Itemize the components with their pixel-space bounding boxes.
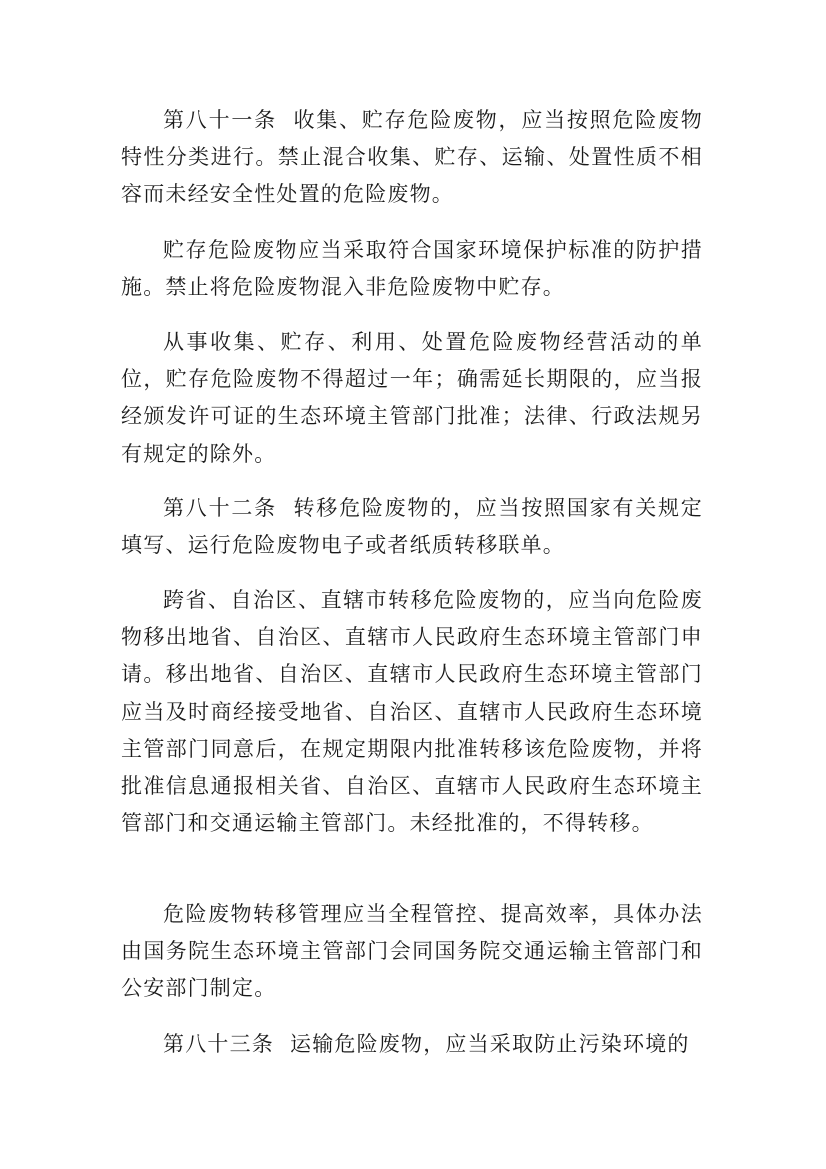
- paragraph-storage-measures: [121, 232, 703, 306]
- paragraph-article-82: [121, 490, 703, 564]
- article-number: 第八十二条: [163, 496, 277, 520]
- paragraph-text: 从事收集、贮存、利用、处置危险废物经营活动的单位，贮存危险废物不得超过一年；确需延长期限的，应当报经颁发许可证的生态环境主管部门批准；法律、行政法规另有规定的除外。: [121, 330, 703, 466]
- article-number: 第八十三条: [163, 1032, 274, 1056]
- paragraph-cross-province-transfer: [121, 582, 703, 842]
- paragraph-text: 转移危险废物的，应当按照国家有关规定填写、运行危险废物电子或者纸质转移联单。: [121, 496, 703, 558]
- paragraph-storage-limit: [121, 324, 703, 473]
- paragraph-text: 危险废物转移管理应当全程管控、提高效率，具体办法由国务院生态环境主管部门会同国务院交通运输主管部门和公安部门制定。: [121, 902, 703, 1001]
- paragraph-text: 运输危险废物，应当采取防止污染环境的: [290, 1032, 690, 1056]
- paragraph-transfer-management: [121, 896, 703, 1008]
- paragraph-article-81: [121, 102, 703, 214]
- paragraph-text: 贮存危险废物应当采取符合国家环境保护标准的防护措施。禁止将危险废物混入非危险废物中贮存。: [121, 238, 703, 300]
- paragraph-text: 跨省、自治区、直辖市转移危险废物的，应当向危险废物移出地省、自治区、直辖市人民政府生态环境主管部门申请。移出地省、自治区、直辖市人民政府生态环境主管部门应当及时商经接受地省、自治区、直辖市人民政府生态环境主管部门同意后，在规定期限内批准转移该危险废物，并将批准信息通报相关省、自治区、直辖市人民政府生态环境主管部门和交通运输主管部门。未经批准的，不得转移。: [121, 588, 703, 836]
- article-number: 第八十一条: [163, 108, 277, 132]
- paragraph-article-83: [121, 1026, 703, 1063]
- paragraph-text: 收集、贮存危险废物，应当按照危险废物特性分类进行。禁止混合收集、贮存、运输、处置性质不相容而未经安全性处置的危险废物。: [121, 108, 703, 207]
